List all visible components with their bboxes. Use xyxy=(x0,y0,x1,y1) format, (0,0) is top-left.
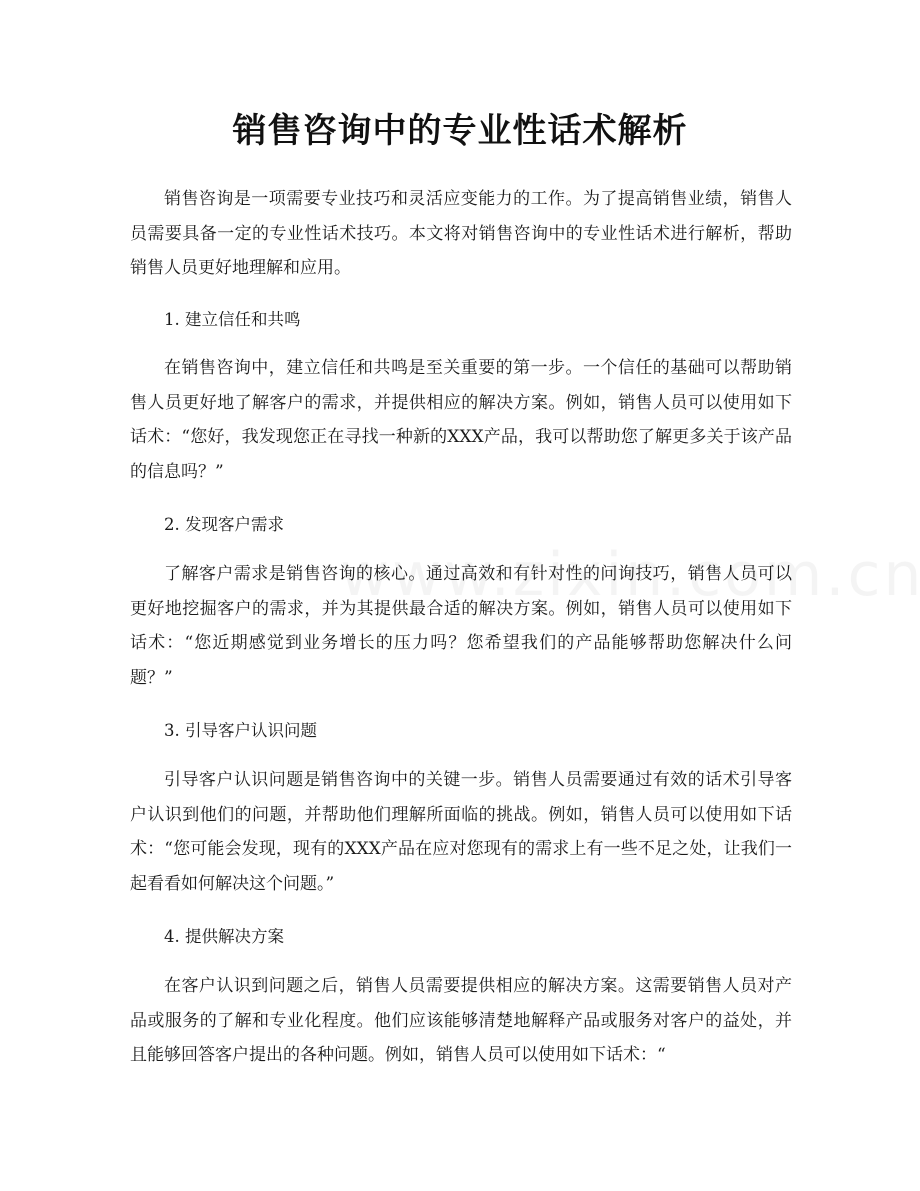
section-paragraph-4: 在客户认识到问题之后，销售人员需要提供相应的解决方案。这需要销售人员对产品或服务的了解和专业化程度。他们应该能够清楚地解释产品或服务对客户的益处，并且能够回答客户提出的各种问题。例如，销售人员可以使用如下话术：“ xyxy=(130,976,792,1065)
section-paragraph-2: 了解客户需求是销售咨询的核心。通过高效和有针对性的问询技巧，销售人员可以更好地挖掘客户的需求，并为其提供最合适的解决方案。例如，销售人员可以使用如下话术：“您近期感觉到业务增长的压力吗？您希望我们的产品能够帮助您解决什么问题？” xyxy=(130,564,792,688)
section-heading-2: 2. 发现客户需求 xyxy=(164,515,284,534)
section-paragraph-3: 引导客户认识问题是销售咨询中的关键一步。销售人员需要通过有效的话术引导客户认识到他们的问题，并帮助他们理解所面临的挑战。例如，销售人员可以使用如下话术：“您可能会发现，现有的XXX产品在应对您现有的需求上有一些不足之处，让我们一起看看如何解决这个问题。” xyxy=(130,770,792,894)
intro-paragraph: 销售咨询是一项需要专业技巧和灵活应变能力的工作。为了提高销售业绩，销售人员需要具备一定的专业性话术技巧。本文将对销售咨询中的专业性话术进行解析，帮助销售人员更好地理解和应用。 xyxy=(130,189,792,278)
section-heading-1: 1. 建立信任和共鸣 xyxy=(164,310,301,329)
section-heading-4: 4. 提供解决方案 xyxy=(164,927,284,946)
document-title: 销售咨询中的专业性话术解析 xyxy=(232,111,688,151)
section-heading-3: 3. 引导客户认识问题 xyxy=(164,721,317,740)
section-paragraph-1: 在销售咨询中，建立信任和共鸣是至关重要的第一步。一个信任的基础可以帮助销售人员更好地了解客户的需求，并提供相应的解决方案。例如，销售人员可以使用如下话术：“您好，我发现您正在寻找一种新的XXX产品，我可以帮助您了解更多关于该产品的信息吗？” xyxy=(130,358,792,482)
